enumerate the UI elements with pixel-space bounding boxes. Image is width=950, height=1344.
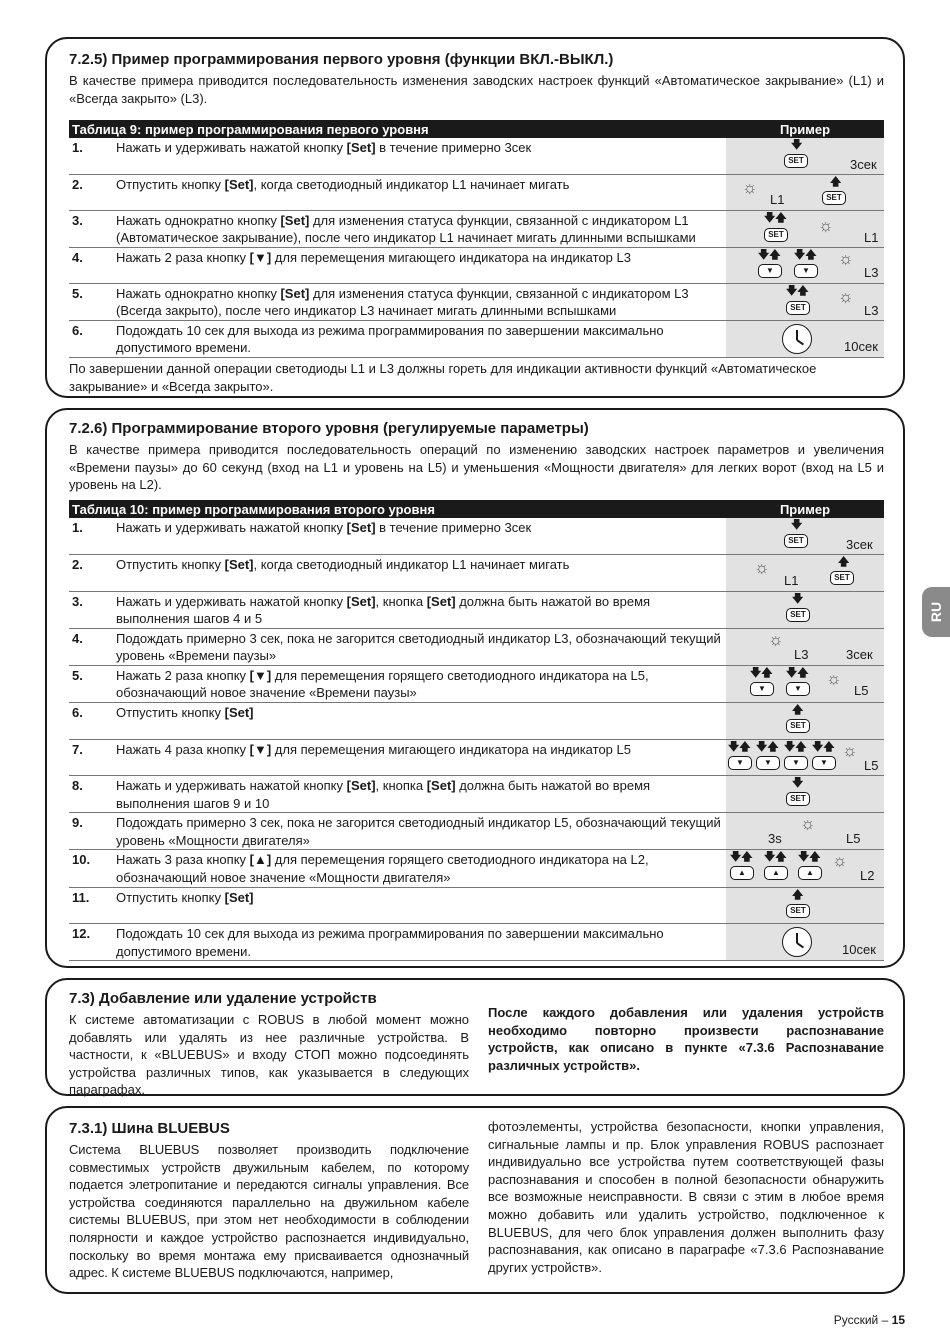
press-arrows-icon: 🡇🡅: [764, 211, 787, 224]
table-row: 2. Отпустить кнопку [Set], когда светодиодный индикатор L1 начинает мигать ☼ L1 🡅 SET: [69, 174, 884, 210]
up-button-icon: ▲: [764, 866, 788, 880]
table-row: 12. Подождать 10 сек для выхода из режима программирования по завершении максимально допустимого времени. 10сек: [69, 924, 884, 961]
set-button-icon: SET: [786, 301, 810, 315]
led-on-icon: ☼: [800, 814, 816, 834]
set-button-icon: SET: [830, 571, 854, 585]
section-7-2-6: [45, 408, 905, 968]
led-blink-icon: ☼: [838, 248, 854, 268]
clock-icon: [782, 324, 812, 354]
section-7-3-1: [45, 1106, 905, 1294]
press-arrows-icon: 🡇🡅: [784, 740, 807, 753]
led-on-icon: ☼: [768, 629, 784, 649]
table-row: 5. Нажать 2 раза кнопку [▼] для перемещения горящего светодиодного индикатора на L5, обозначающий новое значение «Времени паузы» 🡇🡅 ▼ 🡇🡅 ▼ ☼ L5: [69, 665, 884, 702]
set-button-icon: SET: [786, 792, 810, 806]
example-header: Пример: [726, 120, 884, 138]
led-on-icon: ☼: [832, 851, 848, 871]
result-note: По завершении данной операции светодиоды L1 и L3 должны гореть для индикации активности функций «Автоматическое закрывание» и «Всегда закрыто».: [69, 361, 817, 394]
section-left-text: Система BLUEBUS позволяет производить подключение совместимых устройств двужильным кабелем, по которому подается элетропитание и передаются сигналы управления. Все устройства соединяются параллельно на двужильном кабеле системы BLUEBUS, при этом нет необходимости в соблюдении полярности и каждое устройство распознается индивидуально, поскольку во время монтажа ему присваивается однозначный адрес. К системе BLUEBUS подключаются, например,: [69, 1142, 469, 1281]
press-arrows-icon: 🡇🡅: [756, 740, 779, 753]
table-row: 6. Подождать 10 сек для выхода из режима программирования по завершении максимально допустимого времени. 10сек: [69, 320, 884, 357]
set-button-icon: SET: [764, 228, 788, 242]
down-button-icon: ▼: [728, 756, 752, 770]
arrow-down-icon: 🡇: [792, 777, 804, 790]
example-header: Пример: [726, 500, 884, 518]
arrow-up-icon: 🡅: [792, 888, 804, 901]
arrow-up-icon: 🡅: [792, 704, 804, 717]
set-button-icon: SET: [786, 719, 810, 733]
led-on-icon: ☼: [826, 668, 842, 688]
table-title: Таблица 9: пример программирования первого уровня: [69, 120, 726, 138]
footer-language: Русский: [833, 1313, 879, 1327]
table-row: 2. Отпустить кнопку [Set], когда светодиодный индикатор L1 начинает мигать ☼ L1 🡅 SET: [69, 555, 884, 592]
section-title: 7.2.5) Пример программирования первого уровня (функции ВКЛ.-ВЫКЛ.): [69, 51, 614, 68]
led-blink-icon: ☼: [754, 558, 770, 577]
page-footer: Русский – 15: [833, 1313, 905, 1327]
press-arrows-icon: 🡇🡅: [758, 248, 781, 261]
down-button-icon: ▼: [812, 756, 836, 770]
table-row: 5. Нажать однократно кнопку [Set] для изменения статуса функции, связанной с индикатором L3 (Всегда закрыто), после чего индикатор L3 начинает мигать длинными вспышками 🡇🡅 SET ☼ L3: [69, 283, 884, 320]
arrow-down-icon: 🡇: [791, 139, 803, 151]
down-button-icon: ▼: [758, 264, 782, 278]
press-arrows-icon: 🡇🡅: [728, 740, 751, 753]
led-blink-icon: ☼: [842, 740, 858, 760]
section-7-2-5: [45, 37, 905, 398]
section-intro: В качестве примера приводится последовательность изменения заводских настроек функций «Автоматическое закрывание» (L1) и «Всегда закрыто» (L3).: [69, 73, 884, 106]
set-button-icon: SET: [786, 608, 810, 622]
press-arrows-icon: 🡇🡅: [794, 248, 817, 261]
set-button-icon: SET: [822, 191, 846, 205]
table-row: 9. Подождать примерно 3 сек, пока не загорится светодиодный индикатор L5, обозначающий текущий уровень «Мощности двигателя» 3s ☼ L5: [69, 813, 884, 850]
section-7-3: [45, 978, 905, 1096]
section-intro: В качестве примера приводится последовательность операций по изменению заводских настроек параметров и увеличения «Времени паузы» до 60 секунд (вход на L1 и уровень на L5) и уменьшения «Мощности двигателя» для легких ворот (вход на L5 и уровень на L2).: [69, 442, 884, 493]
press-arrows-icon: 🡇🡅: [798, 851, 821, 864]
arrow-up-icon: 🡅: [830, 175, 842, 188]
table-row: 4. Нажать 2 раза кнопку [▼] для перемещения мигающего индикатора на индикатор L3 🡇🡅 ▼ 🡇🡅 ▼ ☼ L3: [69, 247, 884, 283]
table-row: 11. Отпустить кнопку [Set] 🡅 SET: [69, 887, 884, 924]
language-tab: RU: [922, 587, 950, 637]
page-number: 15: [891, 1313, 905, 1327]
recognition-warning: После каждого добавления или удаления устройств необходимо повторно произвести распознавание устройств, как описано в пункте «7.3.6 Распознавание различных устройств».: [488, 1005, 884, 1073]
section-left-text: К системе автоматизации с ROBUS в любой момент можно добавлять или удалять из нее различные устройства. В частности, к «BLUEBUS» и входу СТОП можно подсоединять устройства различных типов, как указывается в следующих параграфах.: [69, 1012, 469, 1098]
arrow-down-icon: 🡇: [792, 592, 804, 605]
led-blink-icon: ☼: [818, 215, 834, 235]
section-right-text: фотоэлементы, устройства безопасности, кнопки управления, сигнальные лампы и пр. Блок управления ROBUS распознает индивидуально все устройства путем соответствующей фазы распознавания и способен в полной безопасности обнаружить все возможные неисправности. В связи с этим в любое время можно добавить или удалить устройство, подключенное к BLUEBUS, для чего блок управления должен выполнить фазу распознавания, как описано в параграфе «7.3.6 Распознавание других устройств».: [488, 1119, 884, 1275]
section-title: 7.3) Добавление или удаление устройств: [69, 990, 377, 1007]
down-button-icon: ▼: [756, 756, 780, 770]
table-row: 3. Нажать и удерживать нажатой кнопку [Set], кнопка [Set] должна быть нажатой во время выполнения шагов 4 и 5 🡇 SET: [69, 591, 884, 628]
down-button-icon: ▼: [784, 756, 808, 770]
down-button-icon: ▼: [750, 682, 774, 696]
table-9: [69, 120, 884, 358]
section-title: 7.2.6) Программирование второго уровня (регулируемые параметры): [69, 420, 589, 437]
down-button-icon: ▼: [794, 264, 818, 278]
table-row: 7. Нажать 4 раза кнопку [▼] для перемещения мигающего индикатора на индикатор L5 🡇🡅 ▼ 🡇🡅 ▼ 🡇🡅 ▼ 🡇🡅 ▼ ☼ L5: [69, 739, 884, 776]
press-arrows-icon: 🡇🡅: [750, 666, 773, 679]
press-arrows-icon: 🡇🡅: [764, 851, 787, 864]
press-arrows-icon: 🡇🡅: [730, 851, 753, 864]
clock-icon: [782, 927, 812, 957]
led-blink-icon: ☼: [742, 177, 758, 197]
arrow-down-icon: 🡇: [791, 519, 803, 531]
press-arrows-icon: 🡇🡅: [786, 666, 809, 679]
table-row: 1. Нажать и удерживать нажатой кнопку [Set] в течение примерно 3сек 🡇 SET 3сек: [69, 138, 884, 174]
set-button-icon: SET: [784, 534, 808, 548]
up-button-icon: ▲: [798, 866, 822, 880]
down-button-icon: ▼: [786, 682, 810, 696]
table-row: 3. Нажать однократно кнопку [Set] для изменения статуса функции, связанной с индикатором L1 (Автоматическое закрывание), после чего индикатор L1 начинает мигать длинными вспышками 🡇🡅 SET ☼ L1: [69, 210, 884, 247]
press-arrows-icon: 🡇🡅: [812, 740, 835, 753]
table-10: [69, 500, 884, 961]
arrow-up-icon: 🡅: [838, 556, 850, 568]
set-button-icon: SET: [784, 154, 808, 168]
table-row: 1. Нажать и удерживать нажатой кнопку [Set] в течение примерно 3сек 🡇 SET 3сек: [69, 518, 884, 555]
table-row: 8. Нажать и удерживать нажатой кнопку [Set], кнопка [Set] должна быть нажатой во время выполнения шагов 9 и 10 🡇 SET: [69, 776, 884, 813]
set-button-icon: SET: [786, 904, 810, 918]
up-button-icon: ▲: [730, 866, 754, 880]
led-blink-icon: ☼: [838, 286, 854, 306]
section-title: 7.3.1) Шина BLUEBUS: [69, 1120, 230, 1137]
table-row: 6. Отпустить кнопку [Set] 🡅 SET: [69, 703, 884, 740]
press-arrows-icon: 🡇🡅: [786, 284, 809, 297]
table-title: Таблица 10: пример программирования второго уровня: [69, 500, 726, 518]
table-row: 4. Подождать примерно 3 сек, пока не загорится светодиодный индикатор L3, обозначающий текущий уровень «Времени паузы» ☼ L3 3сек: [69, 628, 884, 665]
table-row: 10. Нажать 3 раза кнопку [▲] для перемещения горящего светодиодного индикатора на L2, обозначающий новое значение «Мощности двигателя» 🡇🡅 ▲ 🡇🡅 ▲ 🡇🡅 ▲ ☼ L2: [69, 850, 884, 887]
